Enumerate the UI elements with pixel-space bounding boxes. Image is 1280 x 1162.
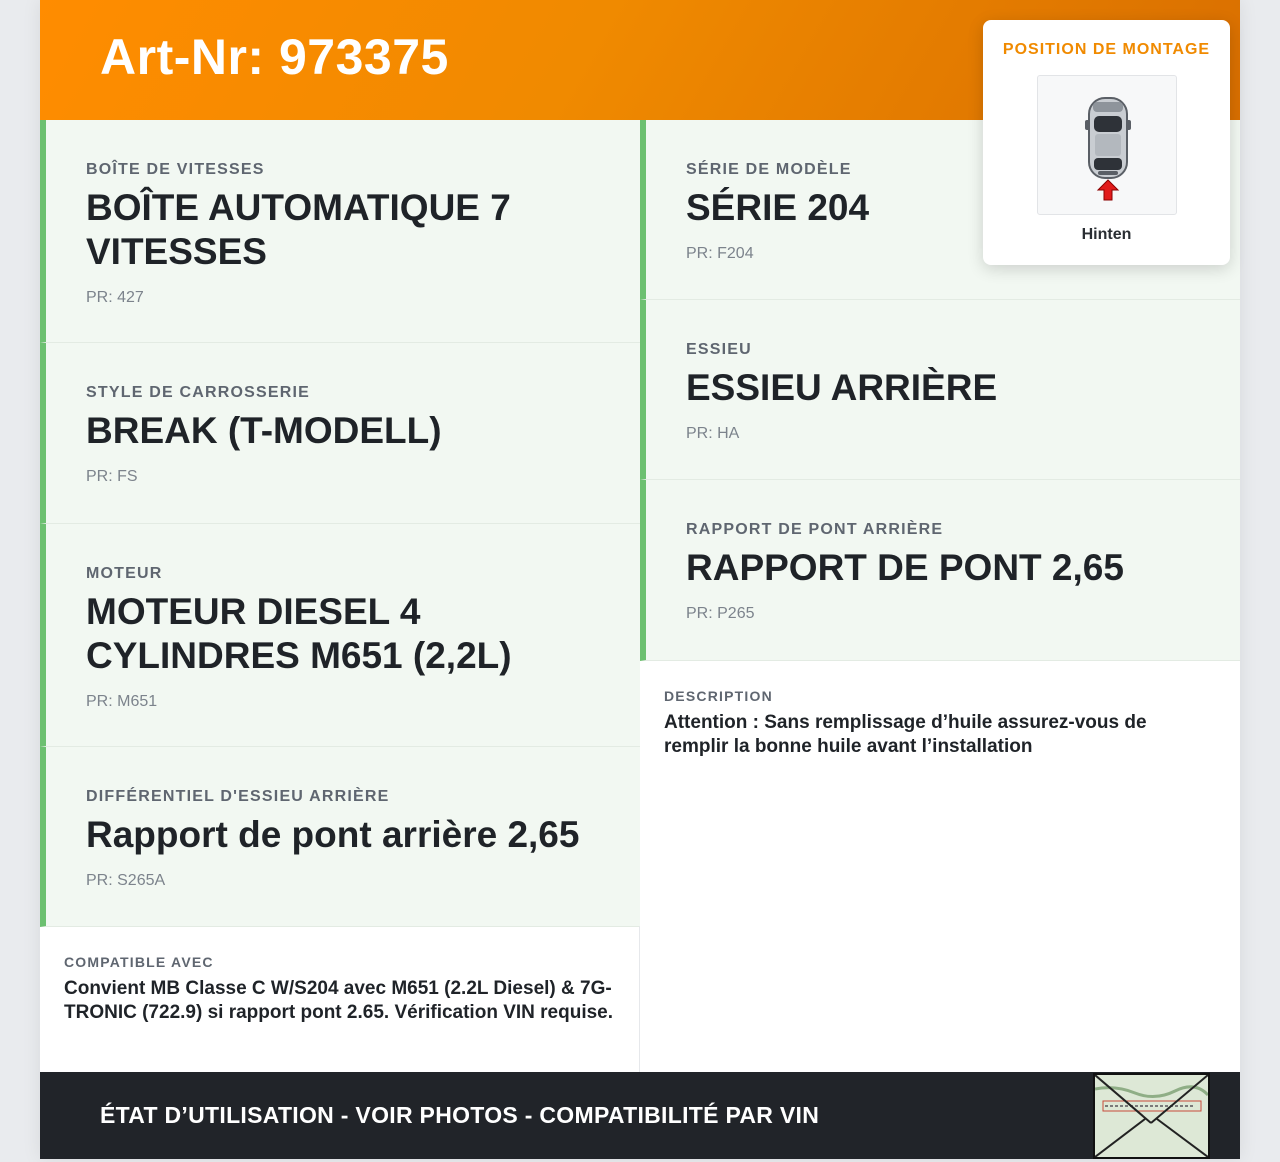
product-sheet [40, 0, 1240, 1159]
mounting-position-card [983, 20, 1230, 265]
spec-label: ESSIEU [686, 341, 752, 358]
compatibility-label: COMPATIBLE AVEC [64, 954, 214, 970]
spec-code: PR: HA [686, 425, 740, 442]
spec-card-transmission [40, 120, 640, 343]
car-top-view-icon [1037, 75, 1177, 215]
description-section [640, 661, 1240, 759]
spec-card-body-style [40, 343, 640, 524]
compatibility-section [40, 927, 640, 1025]
column-divider [639, 926, 640, 1072]
spec-label: RAPPORT DE PONT ARRIÈRE [686, 521, 944, 538]
spec-value: MOTEUR DIESEL 4 CYLINDRES M651 (2,2L) [86, 591, 512, 676]
spec-value: RAPPORT DE PONT 2,65 [686, 547, 1124, 588]
spec-value: ESSIEU ARRIÈRE [686, 367, 998, 408]
spec-code: PR: M651 [86, 693, 158, 710]
compatibility-text: Convient MB Classe C W/S204 avec M651 (2.2L Diesel) & 7G-TRONIC (722.9) si rapport pont 2.65. Vérification VIN requise. [64, 978, 614, 1023]
spec-card-axle-ratio [640, 480, 1240, 661]
spec-code: PR: P265 [686, 605, 755, 622]
spec-label: STYLE DE CARROSSERIE [86, 384, 311, 401]
mounting-position-title: POSITION DE MONTAGE [1002, 41, 1211, 58]
left-spec-column [40, 120, 640, 1025]
mounting-position-caption: Hinten [1081, 226, 1132, 243]
spec-code: PR: S265A [86, 872, 166, 889]
spec-label: MOTEUR [86, 565, 163, 582]
spec-value: BREAK (T-MODELL) [86, 410, 442, 451]
spec-card-engine [40, 524, 640, 747]
spec-label: DIFFÉRENTIEL D'ESSIEU ARRIÈRE [86, 788, 390, 805]
spec-card-rear-differential [40, 747, 640, 927]
spec-label: SÉRIE DE MODÈLE [686, 161, 852, 178]
spec-code: PR: FS [86, 468, 138, 485]
spec-value: Rapport de pont arrière 2,65 [86, 814, 580, 855]
spec-code: PR: F204 [686, 245, 754, 262]
description-label: DESCRIPTION [664, 688, 773, 704]
document-thumbnail-image[interactable] [1093, 1073, 1210, 1159]
spec-label: BOÎTE DE VITESSES [86, 161, 265, 178]
spec-value: BOÎTE AUTOMATIQUE 7 VITESSES [86, 187, 511, 272]
spec-card-axle [640, 300, 1240, 480]
spec-value: SÉRIE 204 [686, 187, 870, 228]
footer-text: ÉTAT D’UTILISATION - VOIR PHOTOS - COMPATIBILITÉ PAR VIN [100, 1102, 820, 1128]
footer-bar [40, 1072, 1240, 1159]
spec-code: PR: 427 [86, 289, 144, 306]
article-number-title: Art-Nr: 973375 [100, 29, 449, 85]
description-text: Attention : Sans remplissage d’huile assurez-vous de remplir la bonne huile avant l’installation [664, 712, 1147, 757]
